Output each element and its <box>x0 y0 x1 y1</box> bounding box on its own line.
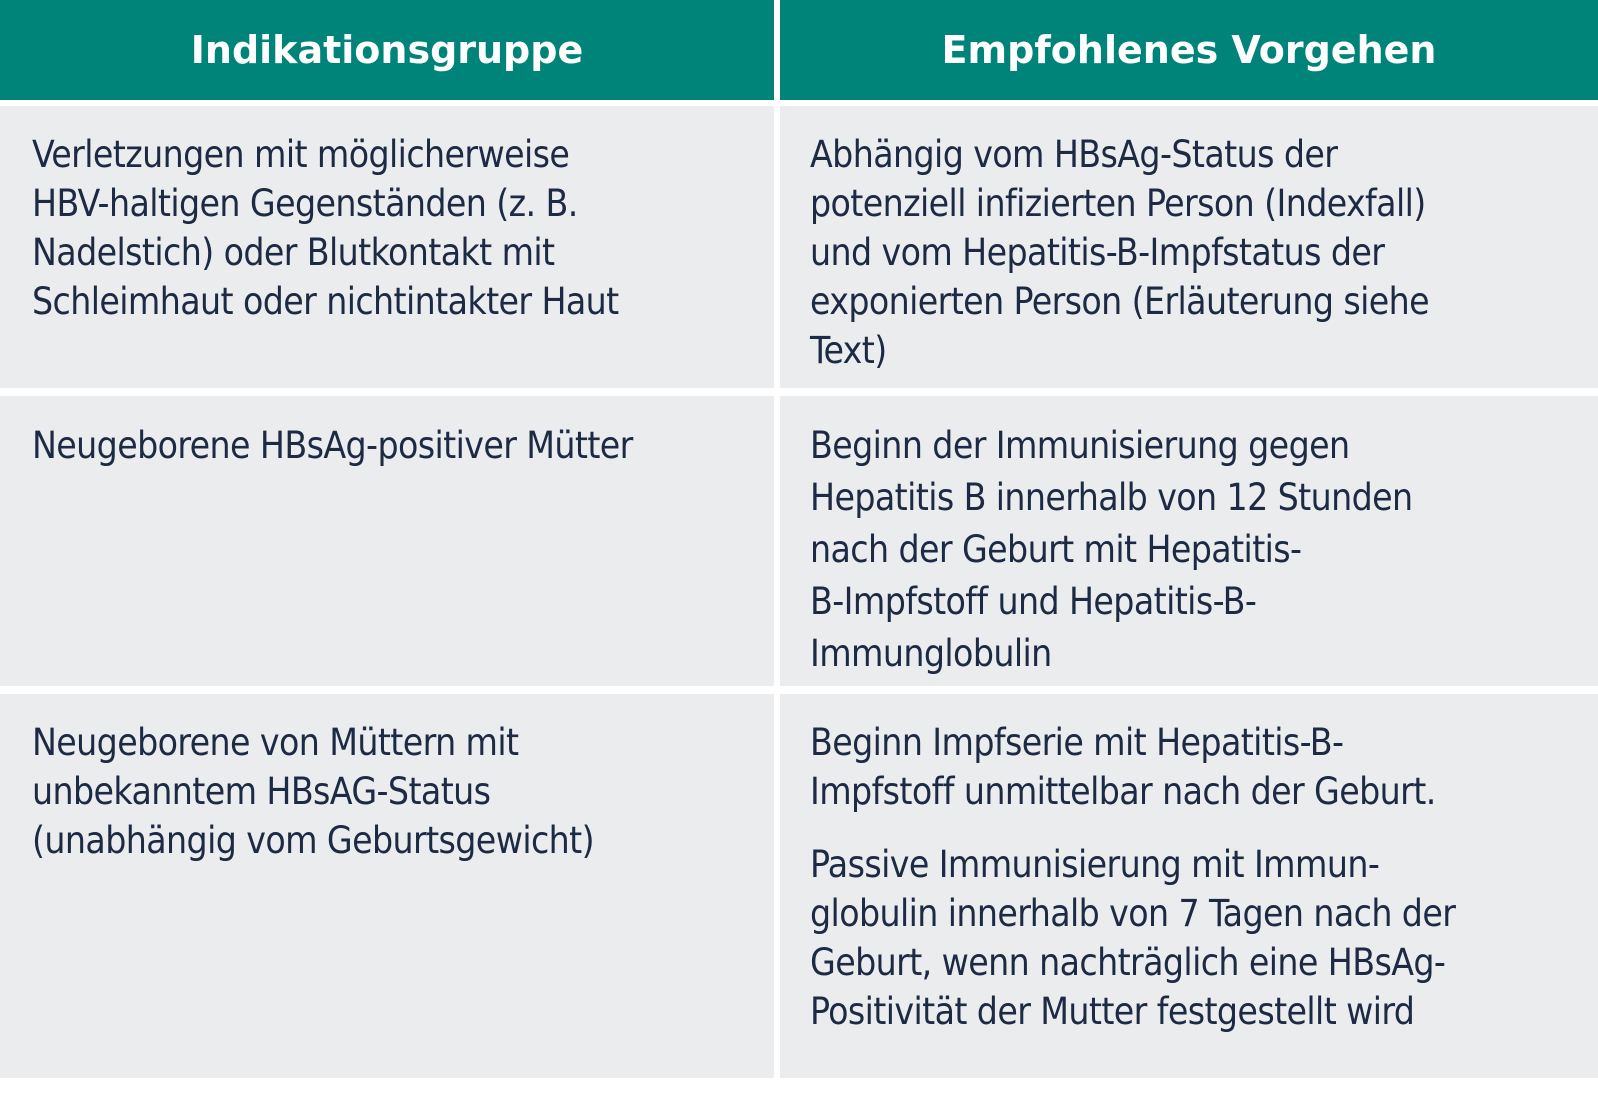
text-line: Positivität der Mutter festgestellt wird <box>810 990 1415 1033</box>
text-line: Neugeborene von Müttern mit <box>32 721 519 764</box>
text-line: und vom Hepatitis-B-Impfstatus der <box>810 231 1385 274</box>
text-line: Impfstoff unmittelbar nach der Geburt. <box>810 770 1436 813</box>
text-line: globulin innerhalb von 7 Tagen nach der <box>810 892 1456 935</box>
text-line: Beginn Impfserie mit Hepatitis-B- <box>810 721 1344 764</box>
procedure-text-1 <box>810 718 1578 816</box>
table-row-1-procedure <box>780 106 1598 388</box>
text-line: Hepatitis B innerhalb von 12 Stunden <box>810 476 1413 519</box>
text-line: potenziell infizierten Person (Indexfall) <box>810 182 1426 225</box>
table-row-3-indication <box>0 694 774 1078</box>
indication-text <box>32 420 754 472</box>
procedure-text <box>810 130 1578 375</box>
text-line: Beginn der Immunisierung gegen <box>810 424 1350 467</box>
text-line: unbekanntem HBsAG-Status <box>32 770 491 813</box>
text-line: exponierten Person (Erläuterung siehe <box>810 280 1430 323</box>
text-line: (unabhängig vom Geburtsgewicht) <box>32 819 595 862</box>
text-line: Neugeborene HBsAg-positiver Mütter <box>32 424 633 467</box>
indication-text <box>32 130 754 326</box>
text-line: Nadelstich) oder Blutkontakt mit <box>32 231 555 274</box>
table-row-3-procedure <box>780 694 1598 1078</box>
text-line: HBV-haltigen Gegenständen (z. B. <box>32 182 578 225</box>
table-row-1-indication <box>0 106 774 388</box>
text-line: Passive Immunisierung mit Immun- <box>810 843 1380 886</box>
text-line: nach der Geburt mit Hepatitis- <box>810 528 1302 571</box>
header-empfohlenes-vorgehen <box>780 0 1598 100</box>
header-label: Empfohlenes Vorgehen <box>941 28 1437 72</box>
header-label: Indikationsgruppe <box>190 28 584 72</box>
table-row-2-procedure <box>780 396 1598 686</box>
text-line: Abhängig vom HBsAg-Status der <box>810 133 1338 176</box>
text-line: Schleimhaut oder nichtintakter Haut <box>32 280 619 323</box>
header-indikationsgruppe <box>0 0 774 100</box>
procedure-text-2 <box>810 840 1578 1036</box>
text-line: Text) <box>810 329 887 372</box>
text-line: Immunglobulin <box>810 632 1052 675</box>
indication-text <box>32 718 754 865</box>
procedure-text <box>810 420 1578 680</box>
text-line: Geburt, wenn nachträglich eine HBsAg- <box>810 941 1446 984</box>
text-line: Verletzungen mit möglicherweise <box>32 133 570 176</box>
text-line: B-Impfstoff und Hepatitis-B- <box>810 580 1257 623</box>
table-row-2-indication <box>0 396 774 686</box>
